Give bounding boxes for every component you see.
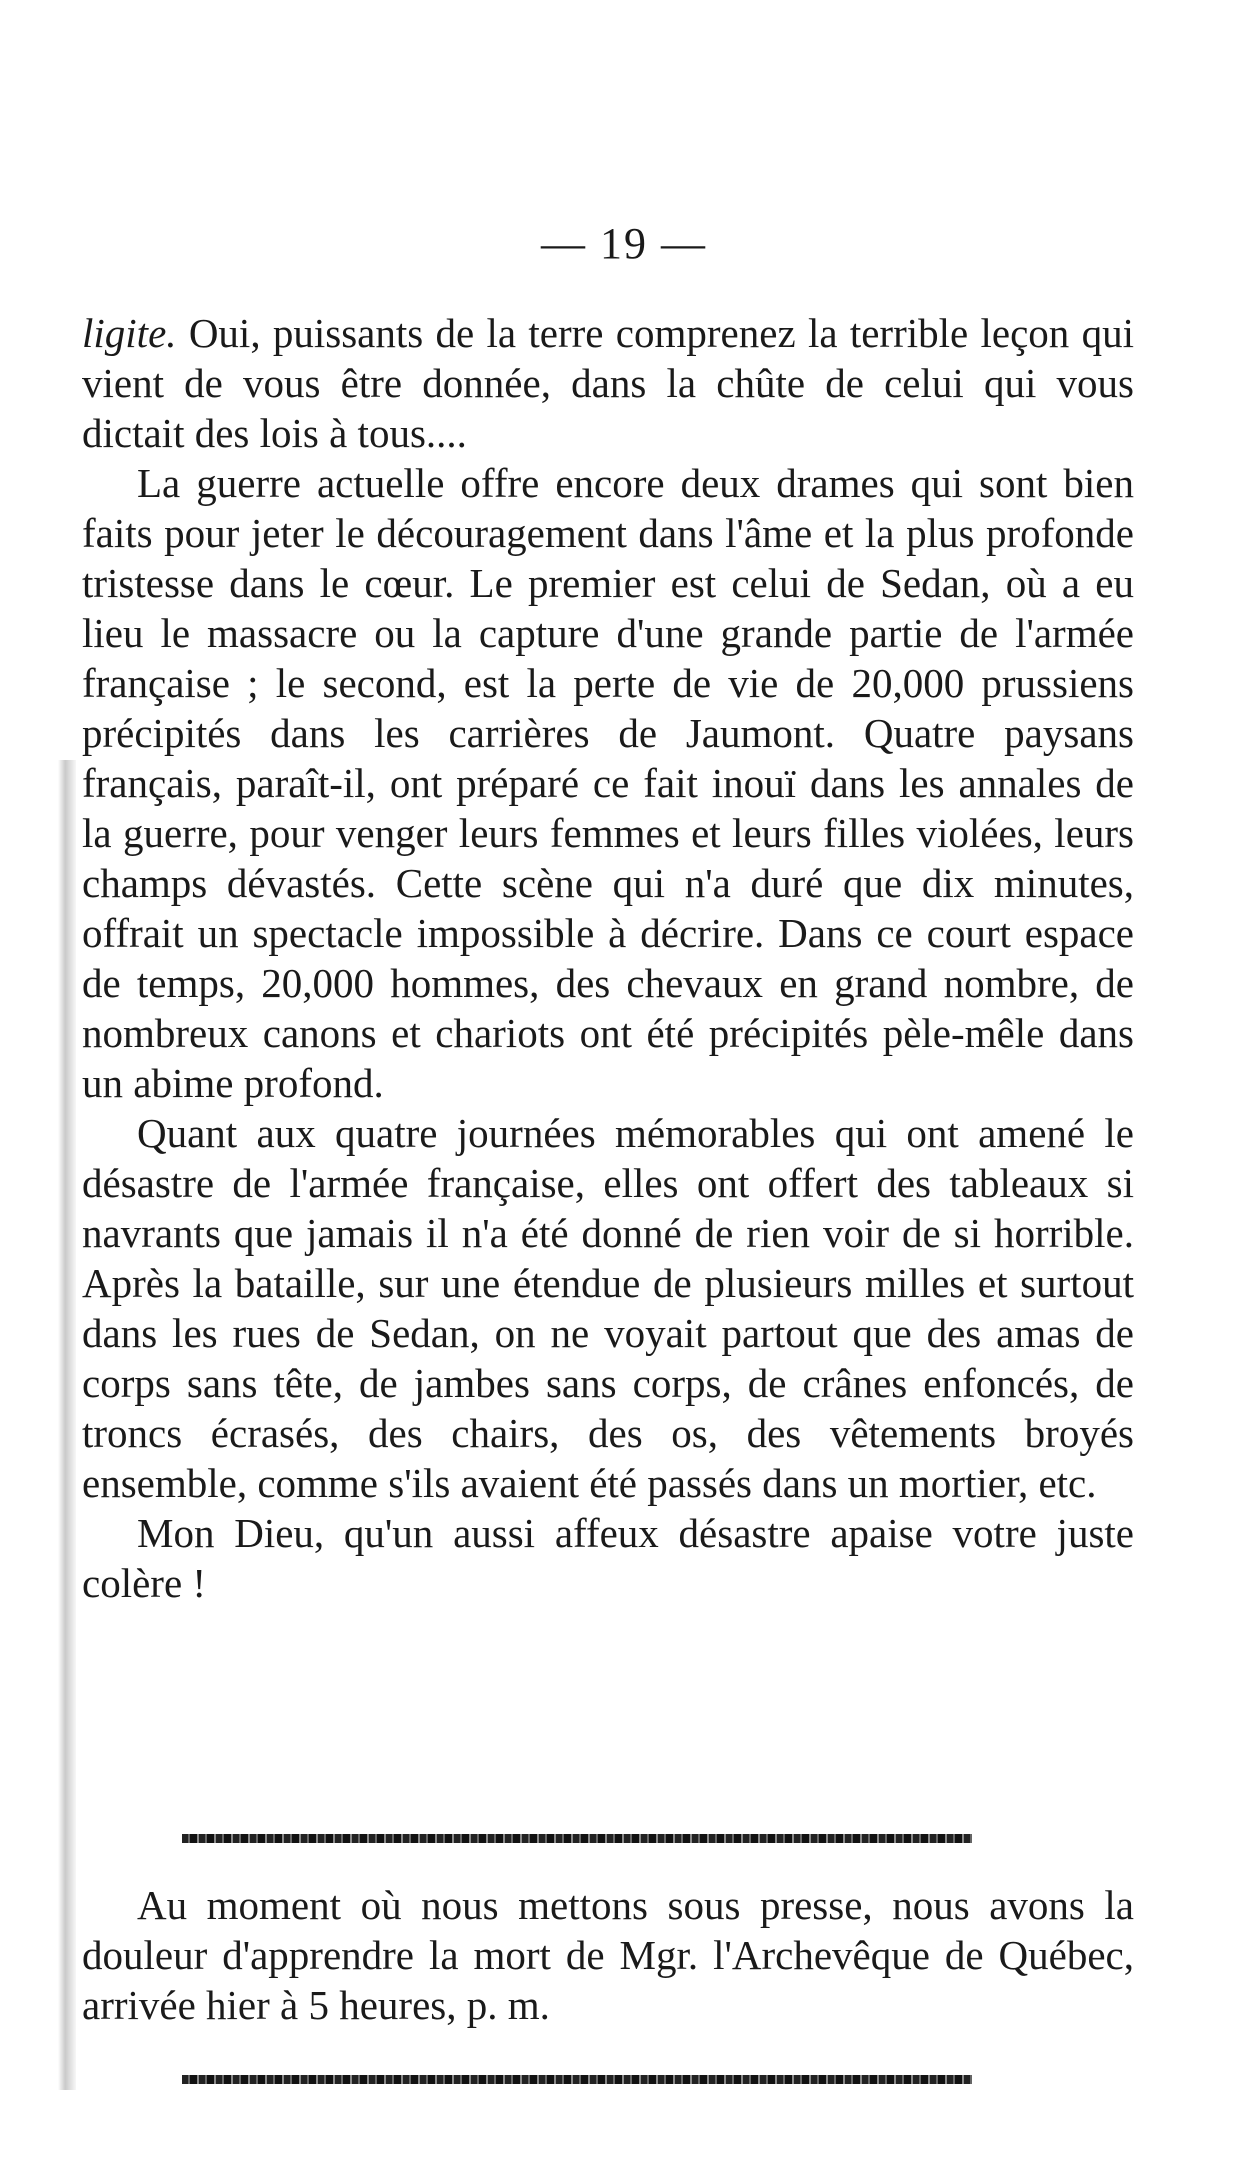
paragraph-1-text: Oui, puissants de la terre comprenez la terrible leçon qui vient de vous être donnée, dans la chûte de celui qui vous dictait des lois à tous.... [82, 310, 1134, 456]
page-number: — 19 — [541, 219, 707, 268]
press-note [82, 1880, 1134, 2030]
press-note-text: Au moment où nous mettons sous presse, nous avons la douleur d'apprendre la mort de Mgr. l'Archevêque de Québec, arrivée hier à 5 heures, p. m. [82, 1882, 1134, 2028]
paragraph-4: Mon Dieu, qu'un aussi affeux désastre apaise votre juste colère ! [82, 1510, 1134, 1606]
paragraph-1-lead-word: ligite. [82, 310, 177, 356]
paragraph-1 [82, 308, 1134, 458]
ornamental-rule-top [182, 1834, 972, 1843]
paragraph-2: La guerre actuelle offre encore deux drames qui sont bien faits pour jeter le découragement dans l'âme et la plus profonde tristesse dans le cœur. Le premier est celui de Sedan, où a eu lieu le massacre ou la capture d'une grande partie de l'armée française ; le second, est la perte de vie de 20,000 prussiens précipités dans les carrières de Jaumont. Quatre paysans français, paraît-il, ont préparé ce fait inouï dans les annales de la guerre, pour venger leurs femmes et leurs filles violées, leurs champs dévastés. Cette scène qui n'a duré que dix minutes, offrait un spectacle impossible à décrire. Dans ce court espace de temps, 20,000 hommes, des chevaux en grand nombre, de nombreux canons et chariots ont été précipités pèle-mêle dans un abime profond. [82, 460, 1134, 1106]
paragraph-3: Quant aux quatre journées mémorables qui ont amené le désastre de l'armée française, elles ont offert des tableaux si navrants que jamais il n'a été donné de rien voir de si horrible. Après la bataille, sur une étendue de plusieurs milles et surtout dans les rues de Sedan, on ne voyait partout que des amas de corps sans tête, de jambes sans corps, de crânes enfoncés, de troncs écrasés, des chairs, des os, des vêtements broyés ensemble, comme s'ils avaient été passés dans un mortier, etc. [82, 1110, 1134, 1506]
main-text [82, 308, 1134, 1608]
ornamental-rule-bottom [182, 2075, 972, 2084]
binding-edge-shadow [58, 760, 76, 2090]
